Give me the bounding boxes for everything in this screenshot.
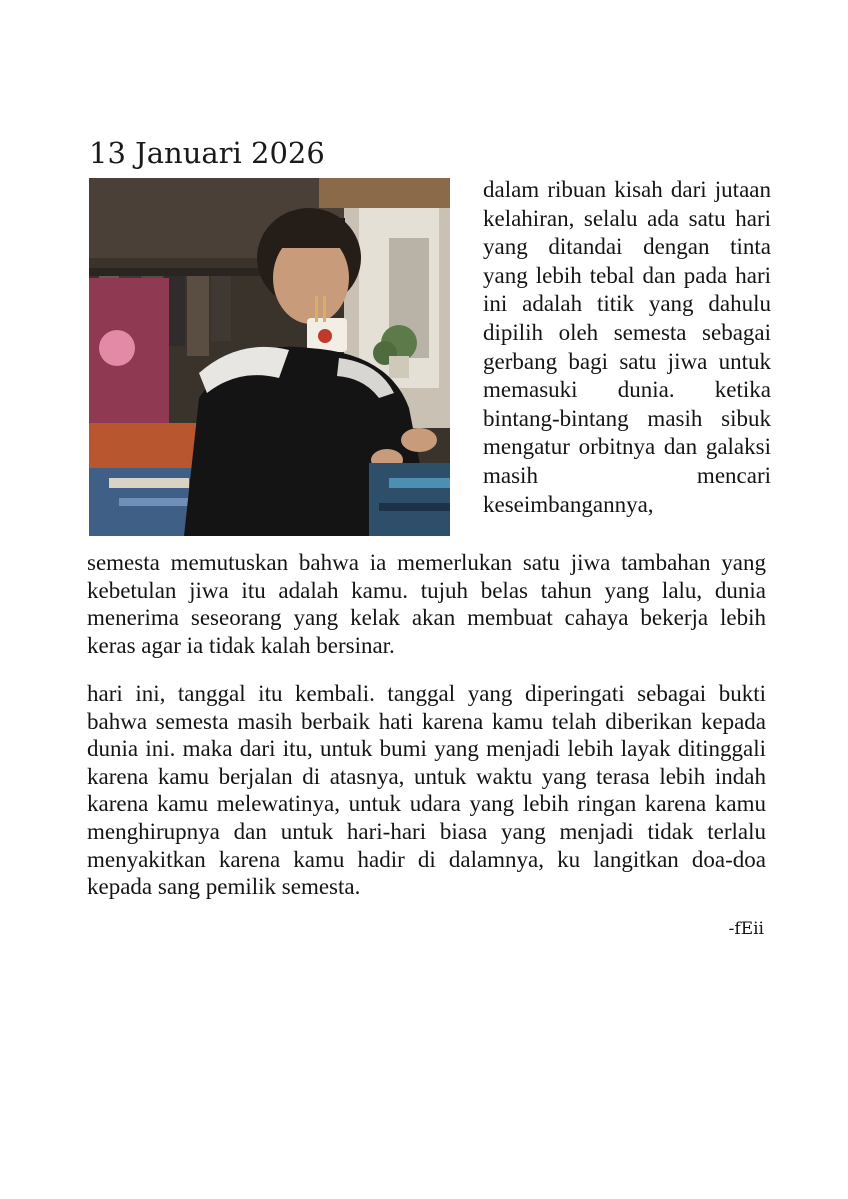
signature: -fEii (728, 919, 764, 939)
letter-date: 13 Januari 2026 (89, 136, 325, 170)
paragraph-2: hari ini, tanggal itu kembali. tanggal yang diperingati sebagai bukti bahwa semesta masih berbaik hati karena kamu telah diberikan kepada dunia ini. maka dari itu, untuk bumi yang menjadi lebih layak ditinggali karena kamu berjalan di atasnya, untuk waktu yang terasa lebih indah karena kamu melewatinya, untuk udara yang lebih ringan karena kamu menghirupnya dan untuk hari-hari biasa yang menjadi tidak terlalu menyakitkan karena kamu hadir di dalamnya, ku langitkan doa-doa kepada sang pemilik semesta. (87, 681, 766, 900)
intro-text: dalam ribuan kisah dari jutaan kelahiran, selalu ada satu hari yang ditandai dengan tinta yang lebih tebal dan pada hari ini adalah titik yang dahulu dipilih oleh semesta sebagai gerbang bagi satu jiwa untuk memasuki dunia. ketika bintang-bintang masih sibuk mengatur orbitnya dan galaksi masih mencari keseimbangannya, (483, 177, 771, 517)
portrait-photo-image (89, 178, 450, 536)
paragraph-1: semesta memutuskan bahwa ia memerlukan satu jiwa tambahan yang kebetulan jiwa itu adalah kamu. tujuh belas tahun yang lalu, dunia menerima seseorang yang kelak akan membuat cahaya bekerja lebih keras agar ia tidak kalah bersinar. (87, 550, 766, 658)
portrait-photo (89, 178, 450, 536)
